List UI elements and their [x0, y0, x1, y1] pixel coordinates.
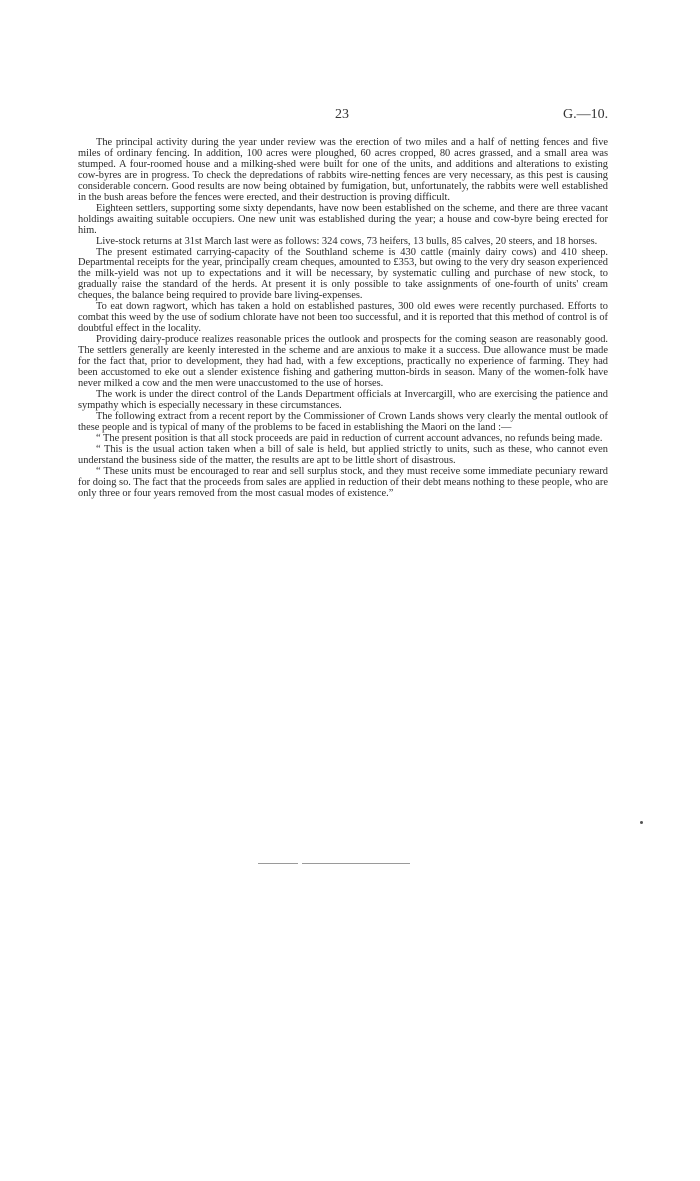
paragraph-control: The work is under the direct control of the Lands Department officials at Invercargill, who are exercising the patience and sympathy which is especially necessary in these circumstances. [78, 388, 608, 411]
paragraph-outlook: Providing dairy-produce realizes reasonable prices the outlook and prospects for the coming season are reasonably good. The settlers generally are keenly interested in the scheme and are anxious to make it a success. Due allowance must be made for the fact that, prior to development, they had had, with a few exceptions, practically no experience of farming. They had been accustomed to eke out a slender existence fishing and gathering mutton-birds in season. Many of the women-folk have never milked a cow and the men were unaccustomed to the use of horses. [78, 334, 608, 389]
paragraph-settlers: Eighteen settlers, supporting some sixty dependants, have now been established on the scheme, and there are three vacant holdings awaiting suitable occupiers. One new unit was established during the year; a house and cow-byre being erected for him. [78, 202, 608, 236]
paragraph-extract-intro: The following extract from a recent report by the Commissioner of Crown Lands shows very clearly the mental outlook of these people and is typical of many of the problems to be faced in establishing the Maori on the land :— [78, 410, 608, 433]
paragraph-ragwort: To eat down ragwort, which has taken a hold on established pastures, 300 old ewes were recently purchased. Efforts to combat this weed by the use of sodium chlorate have not been too successful, and it is reported that this method of control is of doubtful effect in the locality. [78, 301, 608, 335]
body-text [78, 138, 608, 499]
paragraph-capacity: The present estimated carrying-capacity of the Southland scheme is 430 cattle (mainly dairy cows) and 410 sheep. Departmental receipts for the year, principally cream cheques, amounted to £353, but owing to the very dry season experienced the milk-yield was not up to expectations and it will be necessary, by systematic culling and purchase of new stock, to gradually raise the standard of the herds. At present it is only possible to take assignments of one-fourth of units' cream cheques, the balance being required to provide bare living-expenses. [78, 246, 608, 302]
paragraph-activity: The principal activity during the year under review was the erection of two miles and a half of netting fences and five miles of ordinary fencing. In addition, 100 acres were ploughed, 60 acres cropped, 80 acres grassed, and a small area was stumped. A four-roomed house and a milking-shed were built for one of the units, and additions and alterations to existing cow-byres are in progress. To check the depredations of rabbits wire-netting fences are very necessary, as this pest is causing considerable concern. Good results are now being obtained by fumigation, but, unfortunately, the rabbits were well established in the bush areas before the fences were erected, and their destruction is proving difficult. [78, 137, 608, 203]
section-divider-short [258, 863, 298, 864]
quote-paragraph: “ The present position is that all stock proceeds are paid in reduction of current account advances, no refunds being made. [96, 432, 603, 444]
page-number: 23 [335, 107, 349, 122]
scan-speck [640, 821, 643, 824]
quote-paragraph: “ These units must be encouraged to rear and sell surplus stock, and they must receive some immediate pecuniary reward for doing so. The fact that the proceeds from sales are applied in reduction of their debt means nothing to these people, who are only three or four years removed from the most casual modes of existence.” [78, 465, 608, 499]
paragraph-livestock: Live-stock returns at 31st March last were as follows: 324 cows, 73 heifers, 13 bulls, 85 calves, 20 steers, and 18 horses. [96, 235, 598, 247]
document-code: G.—10. [563, 107, 609, 122]
section-divider-long [302, 863, 410, 864]
quote-paragraph: “ This is the usual action taken when a bill of sale is held, but applied strictly to units, such as these, who cannot even understand the business side of the matter, the results are apt to be little short of disastrous. [78, 443, 608, 466]
